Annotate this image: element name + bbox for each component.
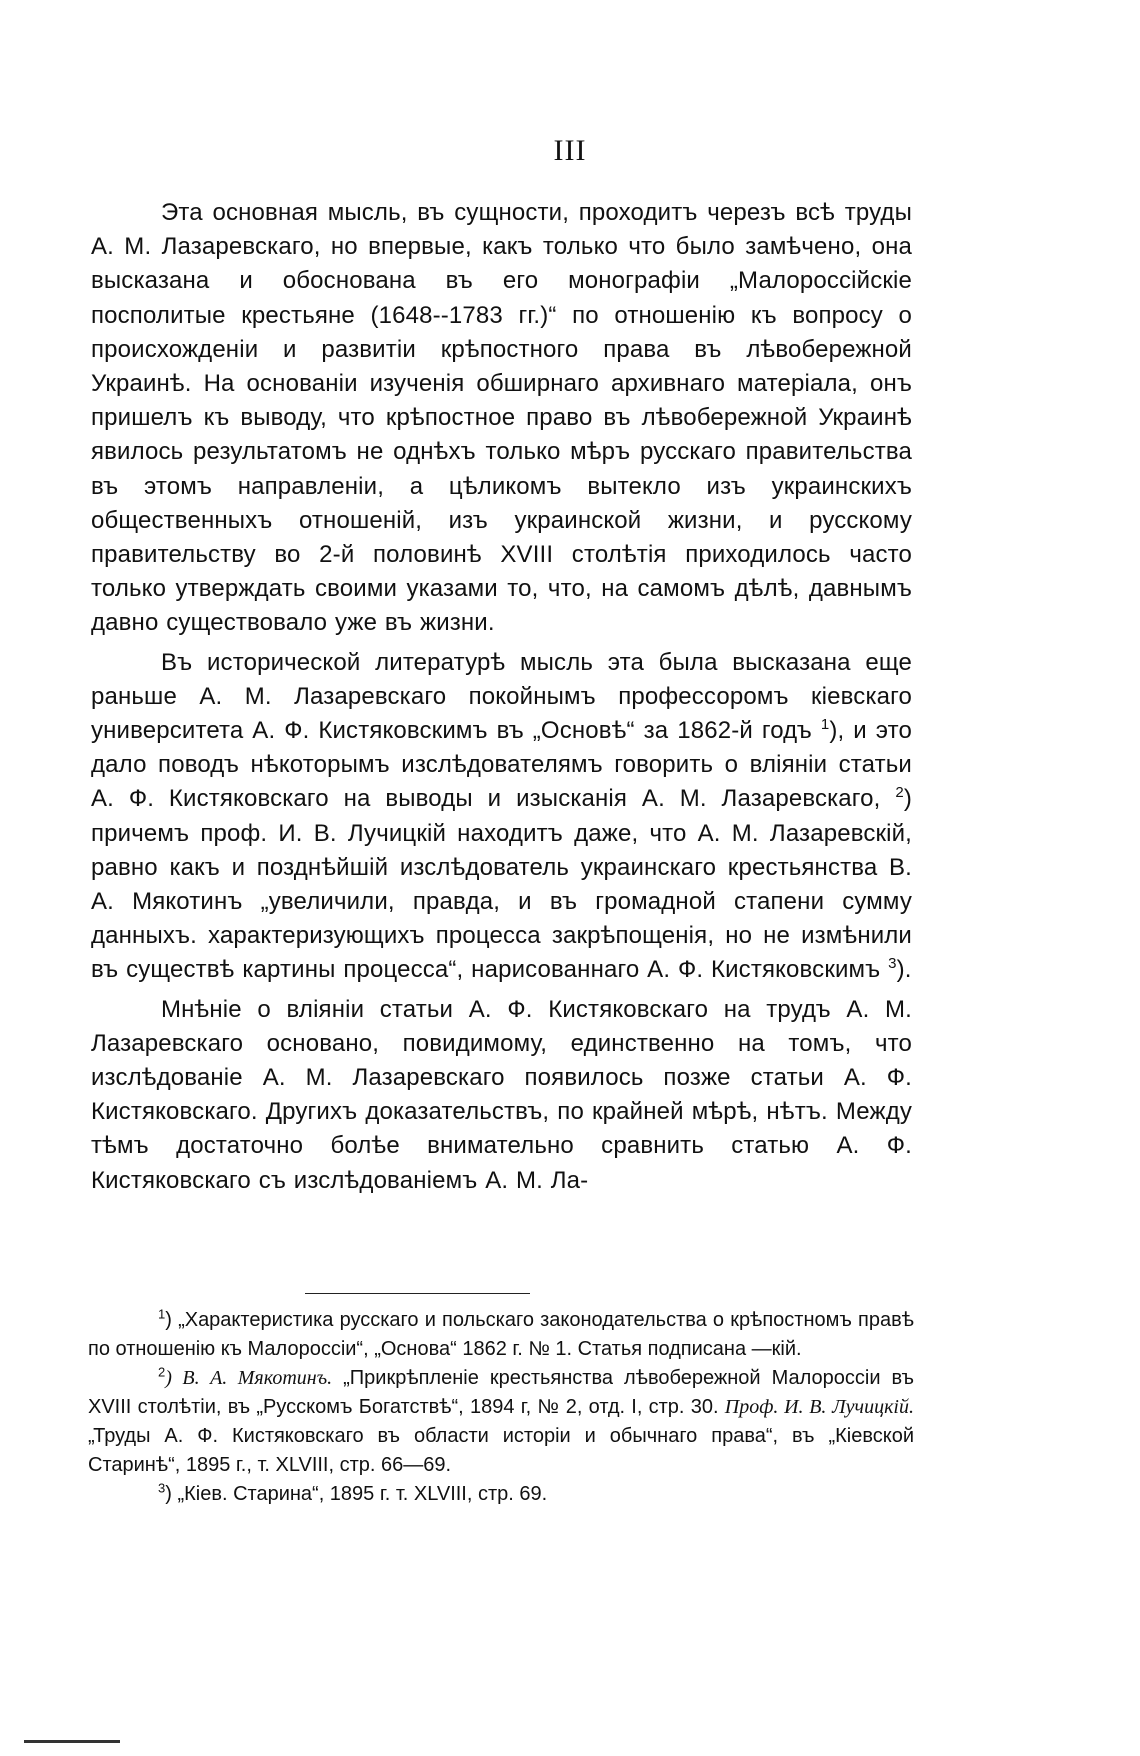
paragraph-2-part-d: ).: [896, 956, 912, 984]
paragraph-2-part-c: ) причемъ проф. И. В. Лучицкій находитъ даже, что А. М. Лазаревскій, равно какъ и позднѣйшій изслѣдователь украинскаго крестьянства В. А. Мякотинъ „увеличили, правда, и въ громадной стапени сумму данныхъ. характеризующихъ процесса закрѣпощенія, но не измѣнили въ существѣ картины процесса“, нарисованнаго А. Ф. Кистяковскимъ: [91, 785, 912, 984]
paragraph-1: Эта основная мысль, въ сущности, проходитъ черезъ всѣ труды А. М. Лазаревскаго, но впервые, какъ только что было замѣчено, она высказана и обоснована въ его монографіи „Малороссійскіе посполитые крестьяне (1648--1783 гг.)“ по отношенію къ вопросу о происхожденіи и развитіи крѣпостного права въ лѣвобережной Украинѣ. На основаніи изученія обширнаго архивнаго матеріала, онъ пришелъ къ выводу, что крѣпостное право въ лѣвобережной Украинѣ явилось результатомъ не однѣхъ только мѣръ русскаго правительства въ этомъ направленіи, а цѣликомъ вытекло изъ украинскихъ общественныхъ отношеній, изъ украинской жизни, и русскому правительству во 2-й половинѣ XVIII столѣтія приходилось часто только утверждать своими указами то, что, на самомъ дѣлѣ, давнымъ давно существовало уже въ жизни.: [91, 199, 912, 637]
footnote-1: [88, 1306, 914, 1364]
footnote-ref-3: 3: [888, 955, 897, 973]
footnote-2-mark: 2: [158, 1364, 166, 1380]
footnote-2-author-2: Проф. И. В. Лучицкій.: [724, 1396, 914, 1418]
footnote-2-author: ) В. А. Мякотинъ.: [165, 1367, 333, 1389]
paragraph-2: [91, 646, 912, 988]
footnote-3-text: ) „Кіев. Старина“, 1895 г. т. XLVIII, стр. 69.: [165, 1483, 548, 1505]
footnote-3: [88, 1480, 914, 1509]
footnote-2: [88, 1364, 914, 1480]
paragraph-3: Мнѣніе о вліяніи статьи А. Ф. Кистяковскаго на трудъ А. М. Лазаревскаго основано, повидимому, единственно на томъ, что изслѣдованіе А. М. Лазаревскаго появилось позже статьи А. Ф. Кистяковскаго. Другихъ доказательствъ, по крайней мѣрѣ, нѣтъ. Между тѣмъ достаточно болѣе внимательно сравнить статью А. Ф. Кистяковскаго съ изслѣдованіемъ А. М. Ла-: [91, 995, 912, 1194]
paragraph-2-part-b: ), и это дало поводъ нѣкоторымъ изслѣдователямъ говорить о вліяніи статьи А. Ф. Кистяковскаго на выводы и изысканія А. М. Лазаревскаго,: [91, 717, 912, 813]
footnote-2-text-b: „Труды А. Ф. Кистяковскаго въ области исторіи и обычнаго права“, въ „Кіевской Старинѣ“, 1895 г., т. XLVIII, стр. 66—69.: [88, 1425, 914, 1476]
footnote-1-text: ) „Характеристика русскаго и польскаго законодательства о крѣпостномъ правѣ по отношенію къ Малороссіи“, „Основа“ 1862 г. № 1. Статья подписана —кій.: [88, 1309, 914, 1360]
page-number: III: [553, 134, 587, 167]
footnote-ref-2: 2: [895, 784, 904, 802]
paragraph-2-part-a: Въ исторической литературѣ мысль эта была высказана еще раньше А. М. Лазаревскаго покойнымъ профессоромъ кіевскаго университета А. Ф. Кистяковскимъ въ „Основѣ“ за 1862-й годъ: [91, 648, 912, 745]
footnote-2-text-a: „Прикрѣпленіе крестьянства лѣвобережной Малороссіи въ XVIII столѣтіи, въ „Русскомъ Богатствѣ“, 1894 г, № 2, отд. I, стр. 30.: [88, 1367, 914, 1418]
footnote-3-mark: 3: [158, 1480, 166, 1496]
footnote-divider: [305, 1293, 530, 1294]
footnote-ref-1: 1: [820, 716, 830, 734]
footnotes: [88, 1306, 914, 1509]
footnote-1-mark: 1: [158, 1306, 166, 1322]
main-text: [91, 196, 912, 1203]
scan-edge-mark: [24, 1740, 120, 1753]
